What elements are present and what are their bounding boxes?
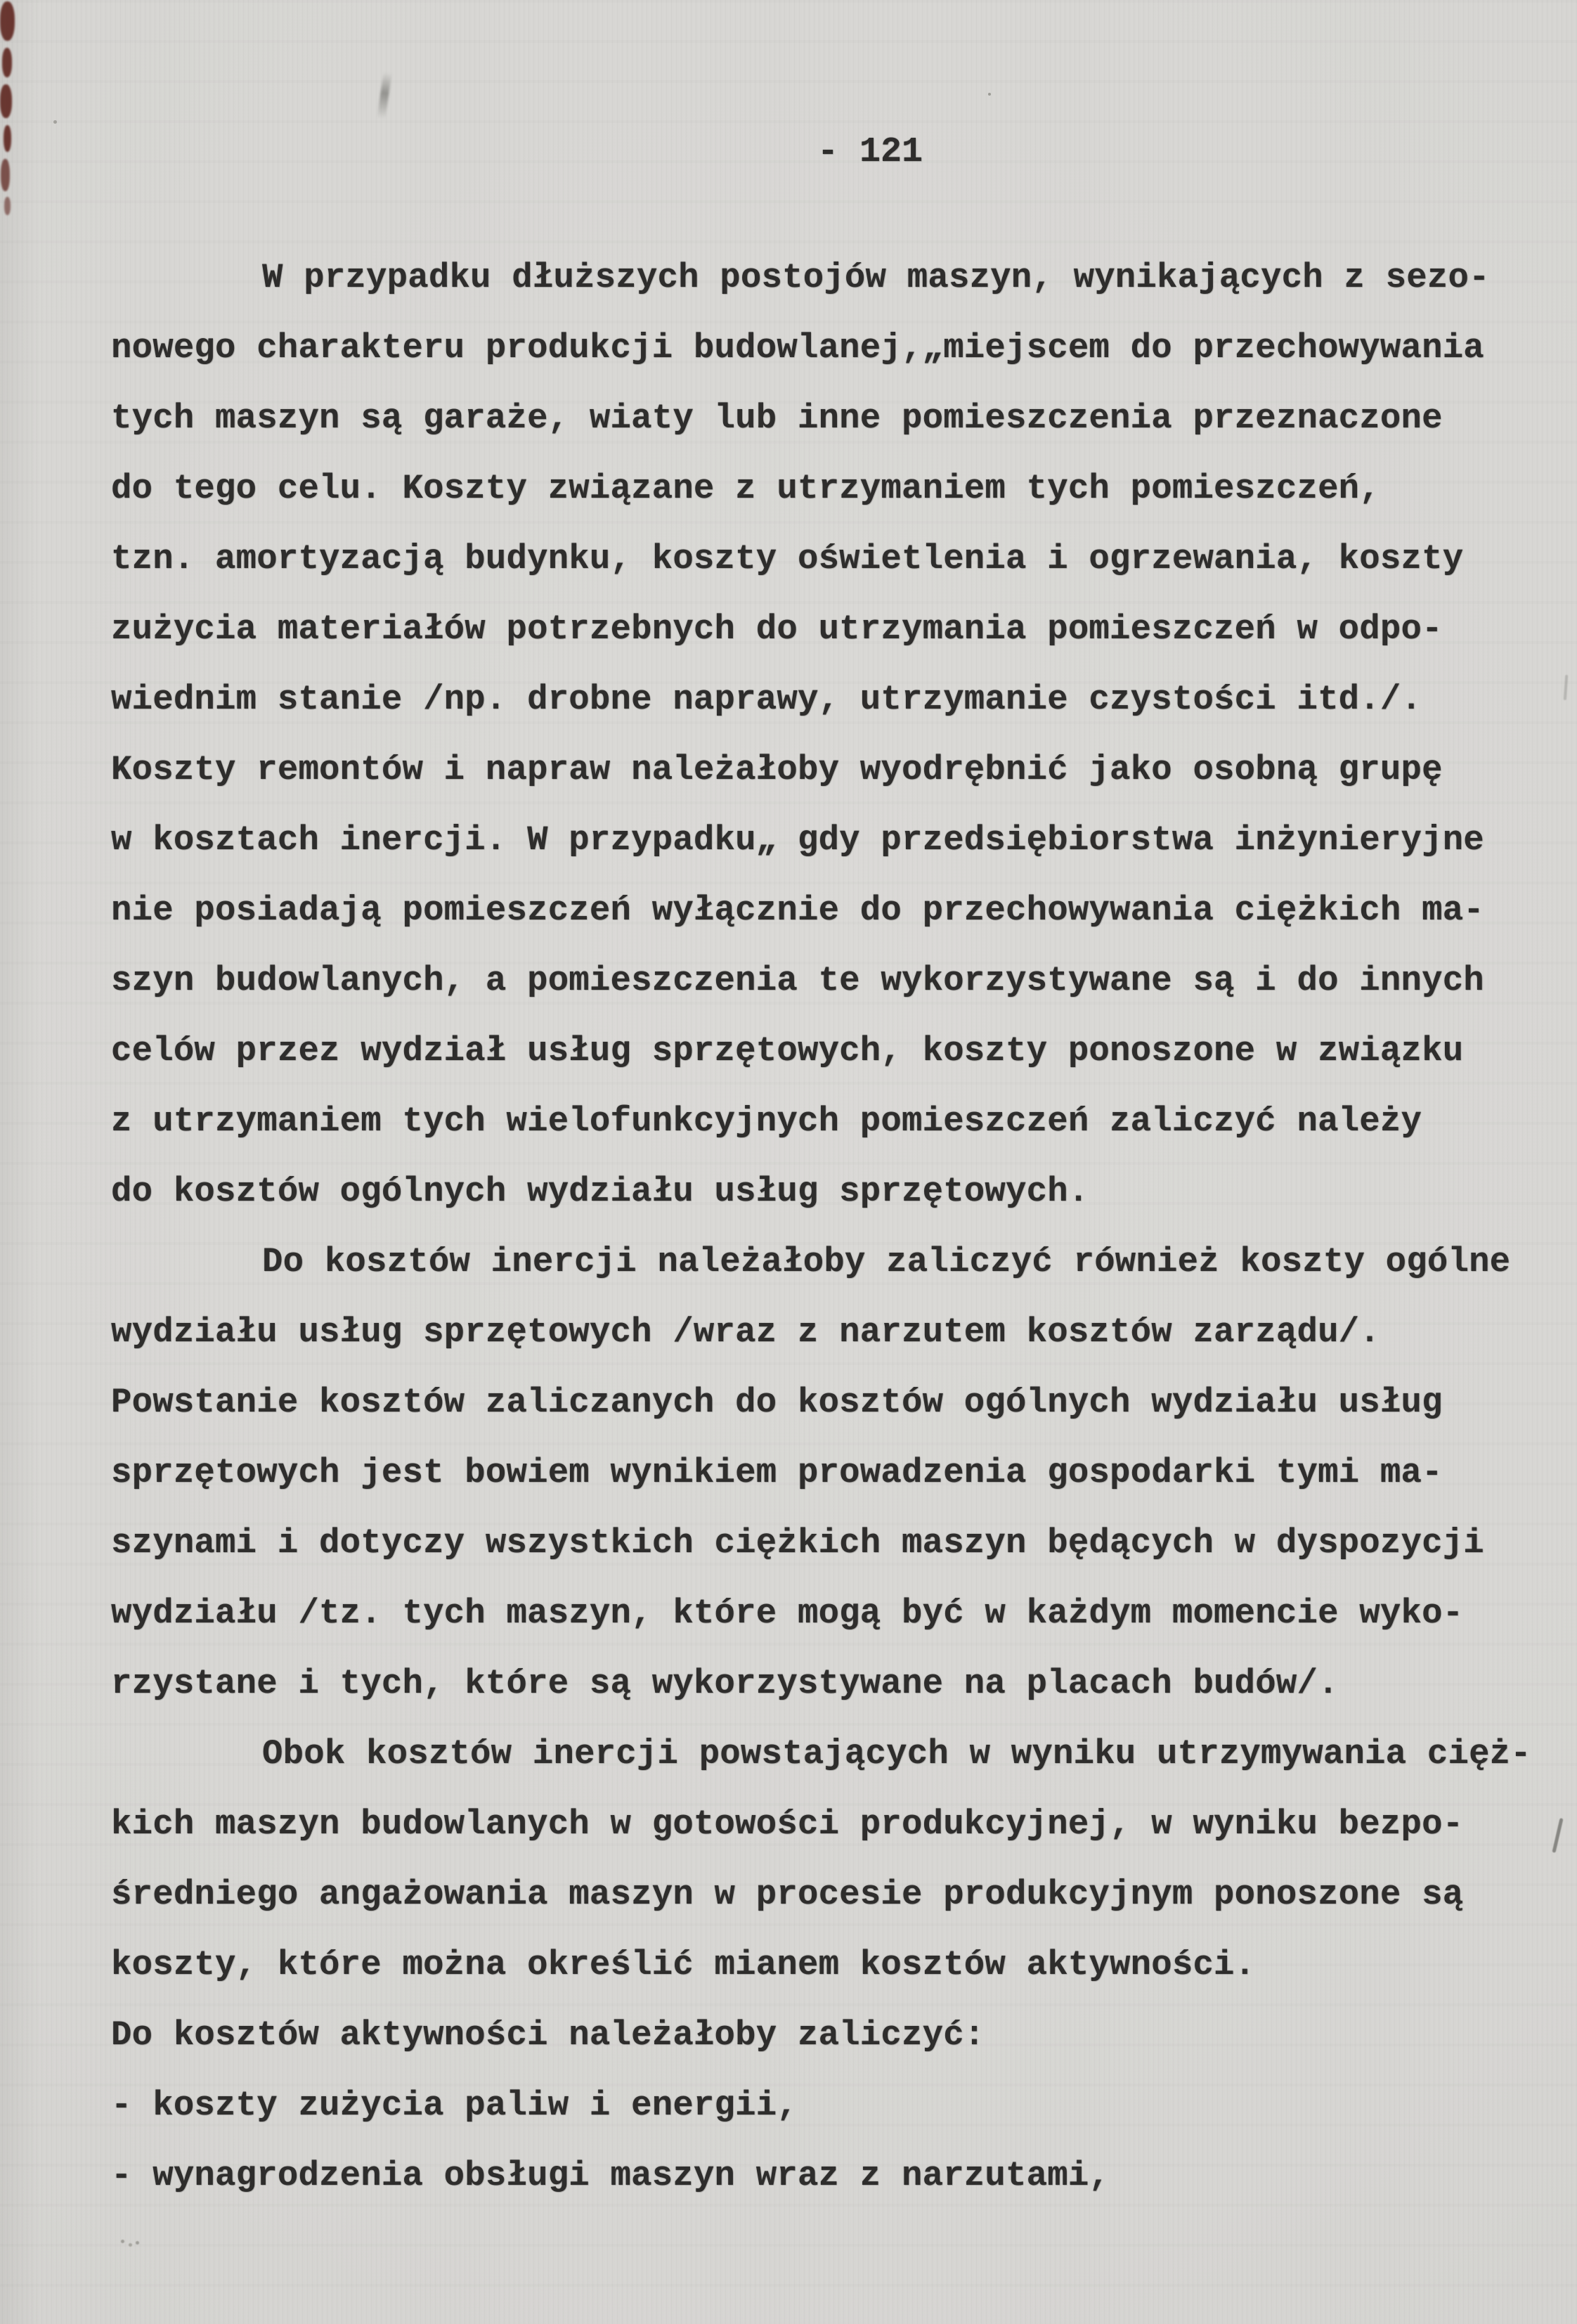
text-line: W przypadku dłuższych postojów maszyn, wynikających z sezo- [262, 258, 1490, 297]
pencil-dots-mark [121, 2240, 124, 2243]
text-line: Obok kosztów inercji powstających w wyniku utrzymywania cięż- [262, 1734, 1531, 1774]
text-line: kich maszyn budowlanych w gotowości produkcyjnej, w wyniku bezpo- [111, 1805, 1464, 1844]
text-line: celów przez wydział usług sprzętowych, koszty ponoszone w związku [111, 1031, 1464, 1071]
scan-edge-mark [2, 48, 12, 77]
text-line: średniego angażowania maszyn w procesie produkcyjnym ponoszone są [111, 1875, 1464, 1914]
page-number: - 121 [817, 132, 923, 172]
text-line: szynami i dotyczy wszystkich ciężkich maszyn będących w dyspozycji [111, 1523, 1484, 1563]
text-line: - koszty zużycia paliw i energii, [111, 2086, 798, 2125]
text-line: wiednim stanie /np. drobne naprawy, utrzymanie czystości itd./. [111, 680, 1422, 719]
scan-edge-mark [4, 125, 11, 152]
pencil-smudge [377, 72, 391, 119]
text-line: zużycia materiałów potrzebnych do utrzymania pomieszczeń w odpo- [111, 609, 1443, 649]
margin-tick-mark [1564, 675, 1569, 700]
margin-stroke-mark [1552, 1818, 1563, 1853]
scan-edge-mark [4, 197, 11, 215]
text-line: nie posiadają pomieszczeń wyłącznie do przechowywania ciężkich ma- [111, 891, 1484, 930]
text-line: Powstanie kosztów zaliczanych do kosztów ogólnych wydziału usług [111, 1383, 1443, 1422]
text-line: sprzętowych jest bowiem wynikiem prowadzenia gospodarki tymi ma- [111, 1453, 1443, 1492]
text-line: z utrzymaniem tych wielofunkcyjnych pomieszczeń zaliczyć należy [111, 1102, 1422, 1141]
text-line: tych maszyn są garaże, wiaty lub inne pomieszczenia przeznaczone [111, 399, 1443, 438]
text-line: - wynagrodzenia obsługi maszyn wraz z narzutami, [111, 2156, 1110, 2195]
text-line: do tego celu. Koszty związane z utrzymaniem tych pomieszczeń, [111, 469, 1380, 508]
text-line: szyn budowlanych, a pomieszczenia te wykorzystywane są i do innych [111, 961, 1484, 1000]
dust-speck [53, 120, 57, 124]
text-line: nowego charakteru produkcji budowlanej,„miejscem do przechowywania [111, 328, 1484, 368]
text-line: rzystane i tych, które są wykorzystywane na placach budów/. [111, 1664, 1339, 1703]
text-line: koszty, które można określić mianem kosztów aktywności. [111, 1945, 1256, 1984]
scan-edge-mark [0, 1, 15, 41]
text-line: tzn. amortyzacją budynku, koszty oświetlenia i ogrzewania, koszty [111, 539, 1464, 579]
text-line: do kosztów ogólnych wydziału usług sprzętowych. [111, 1172, 1089, 1211]
dust-speck [988, 93, 991, 96]
text-line: wydziału usług sprzętowych /wraz z narzutem kosztów zarządu/. [111, 1312, 1380, 1352]
text-line: Do kosztów aktywności należałoby zaliczyć: [111, 2015, 985, 2055]
scan-edge-mark [0, 84, 12, 118]
text-line: Do kosztów inercji należałoby zaliczyć również koszty ogólne [262, 1242, 1511, 1282]
body-text [111, 243, 1531, 2211]
text-line: w kosztach inercji. W przypadku„ gdy przedsiębiorstwa inżynieryjne [111, 820, 1484, 860]
scan-edge-mark [1, 159, 10, 191]
text-line: wydziału /tz. tych maszyn, które mogą być w każdym momencie wyko- [111, 1594, 1464, 1633]
text-line: Koszty remontów i napraw należałoby wyodrębnić jako osobną grupę [111, 750, 1443, 789]
